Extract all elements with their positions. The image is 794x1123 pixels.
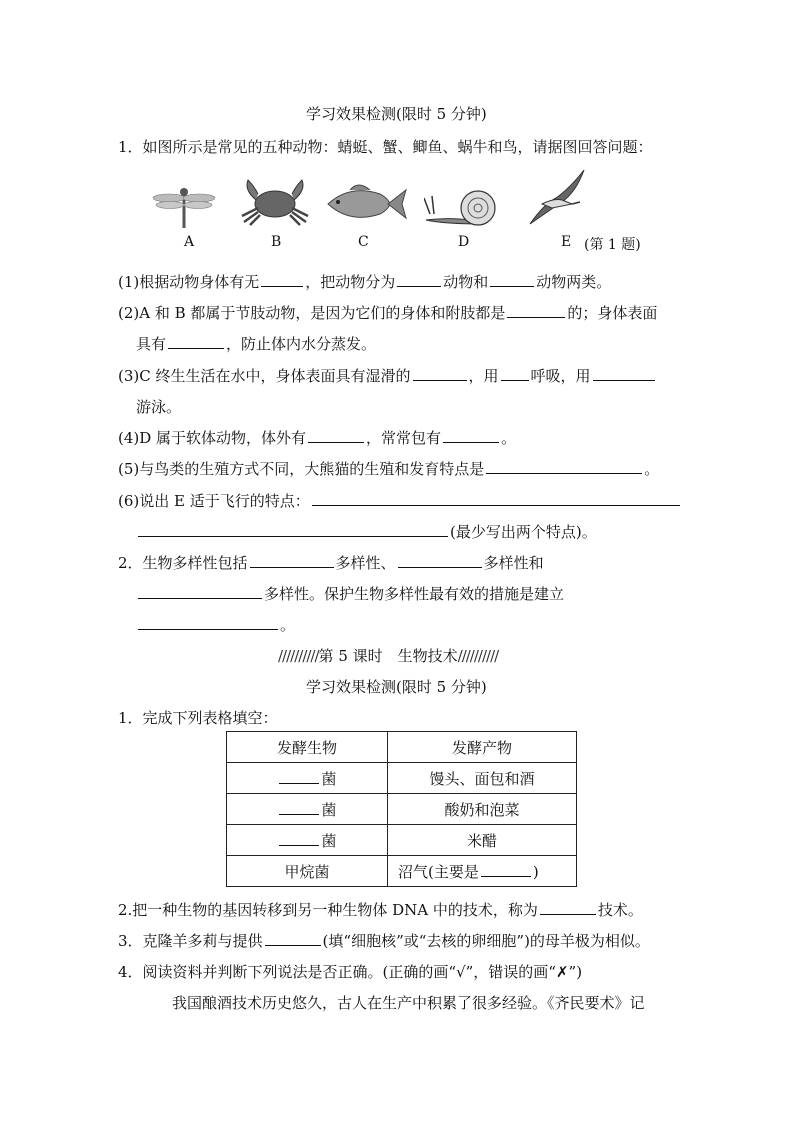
answer-blank[interactable]: [486, 472, 642, 474]
answer-blank[interactable]: [398, 566, 482, 568]
decor-left: //////////: [278, 647, 319, 665]
dragonfly-icon: [152, 178, 216, 232]
figure-label-b: B: [271, 234, 282, 250]
section-title-2: 学习效果检测(限时 5 分钟): [306, 678, 487, 696]
answer-blank[interactable]: [265, 944, 321, 946]
question-1-part-3-cont: 游泳。: [136, 398, 182, 416]
table-cell: 米醋: [388, 825, 577, 856]
section-title: 学习效果检测(限时 5 分钟): [306, 105, 487, 123]
question-1-part-2: (2)A 和 B 都属于节肢动物，是因为它们的身体和附肢都是 的；身体表面: [118, 304, 658, 322]
answer-blank[interactable]: [138, 597, 262, 599]
answer-blank[interactable]: [308, 441, 364, 443]
answer-blank[interactable]: [540, 913, 596, 915]
answer-blank[interactable]: [443, 441, 499, 443]
bird-icon: [526, 168, 588, 228]
question-1-part-3: (3)C 终生生活在水中，身体表面具有湿滑的 ，用 呼吸，用: [118, 365, 657, 386]
answer-blank[interactable]: [168, 347, 224, 349]
table-cell: 馒头、面包和酒: [388, 763, 577, 794]
answer-blank[interactable]: [397, 285, 441, 287]
table-cell: 菌: [227, 763, 388, 794]
table-header: 发酵产物: [388, 732, 577, 763]
question-1-part-6-cont: (最少写出两个特点)。: [136, 521, 597, 542]
question-2-cont-2: 。: [136, 614, 295, 635]
question-2-cont: 多样性。保护生物多样性最有效的措施是建立: [136, 583, 564, 604]
figure-label-c: C: [358, 234, 369, 250]
decor-right: //////////: [457, 647, 499, 665]
answer-blank[interactable]: [138, 628, 278, 630]
answer-blank[interactable]: [593, 379, 655, 381]
figure-label-a: A: [184, 234, 195, 250]
s2-question-4: 4．阅读资料并判断下列说法是否正确。(正确的画“√”，错误的画“✗”): [118, 963, 583, 981]
table-cell: 沼气(主要是 ): [388, 856, 577, 887]
question-1-stem: 1．如图所示是常见的五种动物：蜻蜓、蟹、鲫鱼、蜗牛和鸟，请据图回答问题：: [118, 138, 653, 156]
answer-blank[interactable]: [138, 535, 448, 537]
question-1-part-6: (6)说出 E 适于飞行的特点：: [118, 490, 682, 511]
answer-blank[interactable]: [413, 379, 467, 381]
question-2: 2．生物多样性包括 多样性、 多样性和: [118, 554, 544, 572]
s2-question-1: 1．完成下列表格填空：: [118, 709, 278, 727]
table-header: 发酵生物: [227, 732, 388, 763]
table-row: [227, 825, 577, 856]
figure-label-d: D: [458, 234, 470, 250]
answer-blank[interactable]: [279, 782, 319, 784]
fish-icon: [322, 180, 408, 228]
question-1-part-5: (5)与鸟类的生殖方式不同，大熊猫的生殖和发育特点是 。: [118, 460, 660, 478]
answer-blank[interactable]: [481, 875, 531, 877]
snail-icon: [424, 184, 500, 228]
table-cell: 甲烷菌: [227, 856, 388, 887]
table-row: [227, 763, 577, 794]
s2-question-2: 2.把一种生物的基因转移到另一种生物体 DNA 中的技术，称为 技术。: [118, 901, 643, 919]
answer-blank[interactable]: [279, 844, 319, 846]
s2-question-3: 3．克隆羊多莉与提供 (填“细胞核”或“去核的卵细胞”)的母羊极为相似。: [118, 932, 650, 950]
table-row: [227, 856, 577, 887]
fermentation-table: [226, 731, 577, 887]
lesson-title: 第 5 课时 生物技术: [318, 647, 458, 665]
question-1-part-2-cont: 具有 ，防止体内水分蒸发。: [136, 335, 377, 353]
question-1-part-4: (4)D 属于软体动物，体外有 ，常常包有 。: [118, 429, 517, 447]
answer-blank[interactable]: [312, 504, 680, 506]
crab-icon: [236, 176, 314, 226]
answer-blank[interactable]: [507, 316, 565, 318]
answer-blank[interactable]: [250, 566, 334, 568]
answer-blank[interactable]: [501, 379, 529, 381]
figure-caption: (第 1 题): [584, 237, 641, 253]
question-1-part-1: (1)根据动物身体有无 ，把动物分为 动物和 动物两类。: [118, 273, 612, 291]
answer-blank[interactable]: [261, 285, 303, 287]
table-header-row: [227, 732, 577, 763]
table-cell: 菌: [227, 794, 388, 825]
table-cell: 菌: [227, 825, 388, 856]
reading-passage: 我国酿酒技术历史悠久，古人在生产中积累了很多经验。《齐民要术》记: [172, 994, 645, 1012]
answer-blank[interactable]: [279, 813, 319, 815]
answer-blank[interactable]: [490, 285, 534, 287]
lesson-header: [278, 645, 498, 666]
figure-label-e: E: [561, 234, 572, 250]
table-cell: 酸奶和泡菜: [388, 794, 577, 825]
table-row: [227, 794, 577, 825]
